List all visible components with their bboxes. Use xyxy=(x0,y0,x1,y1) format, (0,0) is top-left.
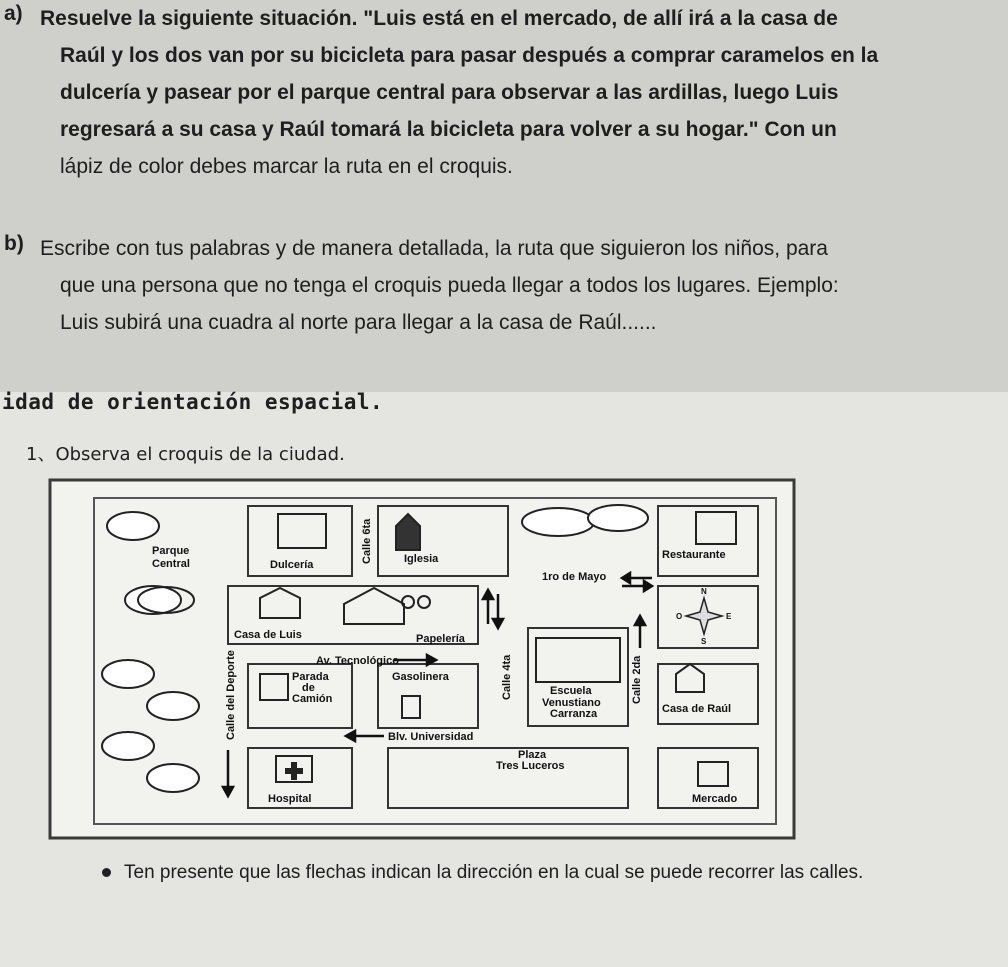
part-b-line-2: que una persona que no tenga el croquis pueda llegar a todos los lugares. Ejemplo: xyxy=(60,274,839,297)
label-calle-6ta: Calle 6ta xyxy=(361,518,373,564)
label-papeleria: Papelería xyxy=(416,633,465,645)
item-1-text: 1、Observa el croquis de la ciudad. xyxy=(26,444,345,465)
part-b-line-3: Luis subirá una cuadra al norte para llegar a la casa de Raúl...... xyxy=(60,311,657,334)
label-iglesia: Iglesia xyxy=(404,553,439,565)
label-de: de xyxy=(302,682,315,694)
part-a-line-5: lápiz de color debes marcar la ruta en el croquis. xyxy=(60,155,513,178)
label-calle-deporte: Calle del Deporte xyxy=(225,650,237,740)
label-gasolinera: Gasolinera xyxy=(392,671,449,683)
compass-n: N xyxy=(701,587,707,596)
label-escuela: Escuela xyxy=(550,685,592,697)
part-a-text xyxy=(40,0,990,185)
label-restaurante: Restaurante xyxy=(662,549,726,561)
label-av-tecnologico: Av. Tecnológico xyxy=(316,655,399,667)
label-venustiano: Venustiano xyxy=(542,697,601,709)
tree-icon xyxy=(588,505,648,531)
label-carranza: Carranza xyxy=(550,708,598,720)
label-casa-raul: Casa de Raúl xyxy=(662,703,732,715)
part-a-line-1: Resuelve la siguiente situación. "Luis está en el mercado, de allí irá a la casa de xyxy=(40,7,838,30)
compass-s: S xyxy=(701,637,707,646)
label-dulceria: Dulcería xyxy=(270,559,314,571)
label-1ro-mayo: 1ro de Mayo xyxy=(542,571,607,583)
tree-icon xyxy=(102,732,154,760)
label-mercado: Mercado xyxy=(692,793,738,805)
label-plaza: Plaza xyxy=(518,749,547,761)
compass-o: O xyxy=(676,612,683,621)
part-a-line-4: regresará a su casa y Raúl tomará la bicicleta para volver a su hogar." Con un xyxy=(60,118,837,141)
label-casa-luis: Casa de Luis xyxy=(234,629,302,641)
part-b-label: b) xyxy=(4,232,24,255)
tree-icon xyxy=(102,660,154,688)
part-a-line-2: Raúl y los dos van por su bicicleta para pasar después a comprar caramelos en la xyxy=(60,44,879,67)
city-map xyxy=(48,478,796,840)
compass-e: E xyxy=(726,612,732,621)
label-calle-2da: Calle 2da xyxy=(631,655,643,704)
label-calle-4ta: Calle 4ta xyxy=(501,654,513,700)
label-parque: Parque xyxy=(152,545,190,557)
label-tres-luceros: Tres Luceros xyxy=(496,760,565,772)
part-b-text xyxy=(40,230,1000,341)
label-blv-universidad: Blv. Universidad xyxy=(388,731,474,743)
part-a-label: a) xyxy=(4,2,23,25)
tree-icon xyxy=(125,586,181,614)
tree-icon xyxy=(147,692,199,720)
label-central: Central xyxy=(152,558,190,570)
tree-icon xyxy=(107,512,159,540)
part-b-line-1: Escribe con tus palabras y de manera detallada, la ruta que siguieron los niños, para xyxy=(40,237,828,260)
tree-icon xyxy=(147,764,199,792)
bullet-icon xyxy=(102,868,111,877)
label-hospital: Hospital xyxy=(268,793,312,805)
label-camion: Camión xyxy=(292,693,333,705)
note-text: Ten presente que las flechas indican la dirección en la cual se puede recorrer las calles. xyxy=(124,862,864,883)
part-a-line-3: dulcería y pasear por el parque central para observar a las ardillas, luego Luis xyxy=(60,81,839,104)
label-parada: Parada xyxy=(292,671,329,683)
tree-icon xyxy=(522,508,594,536)
section-heading: idad de orientación espacial. xyxy=(2,390,384,414)
